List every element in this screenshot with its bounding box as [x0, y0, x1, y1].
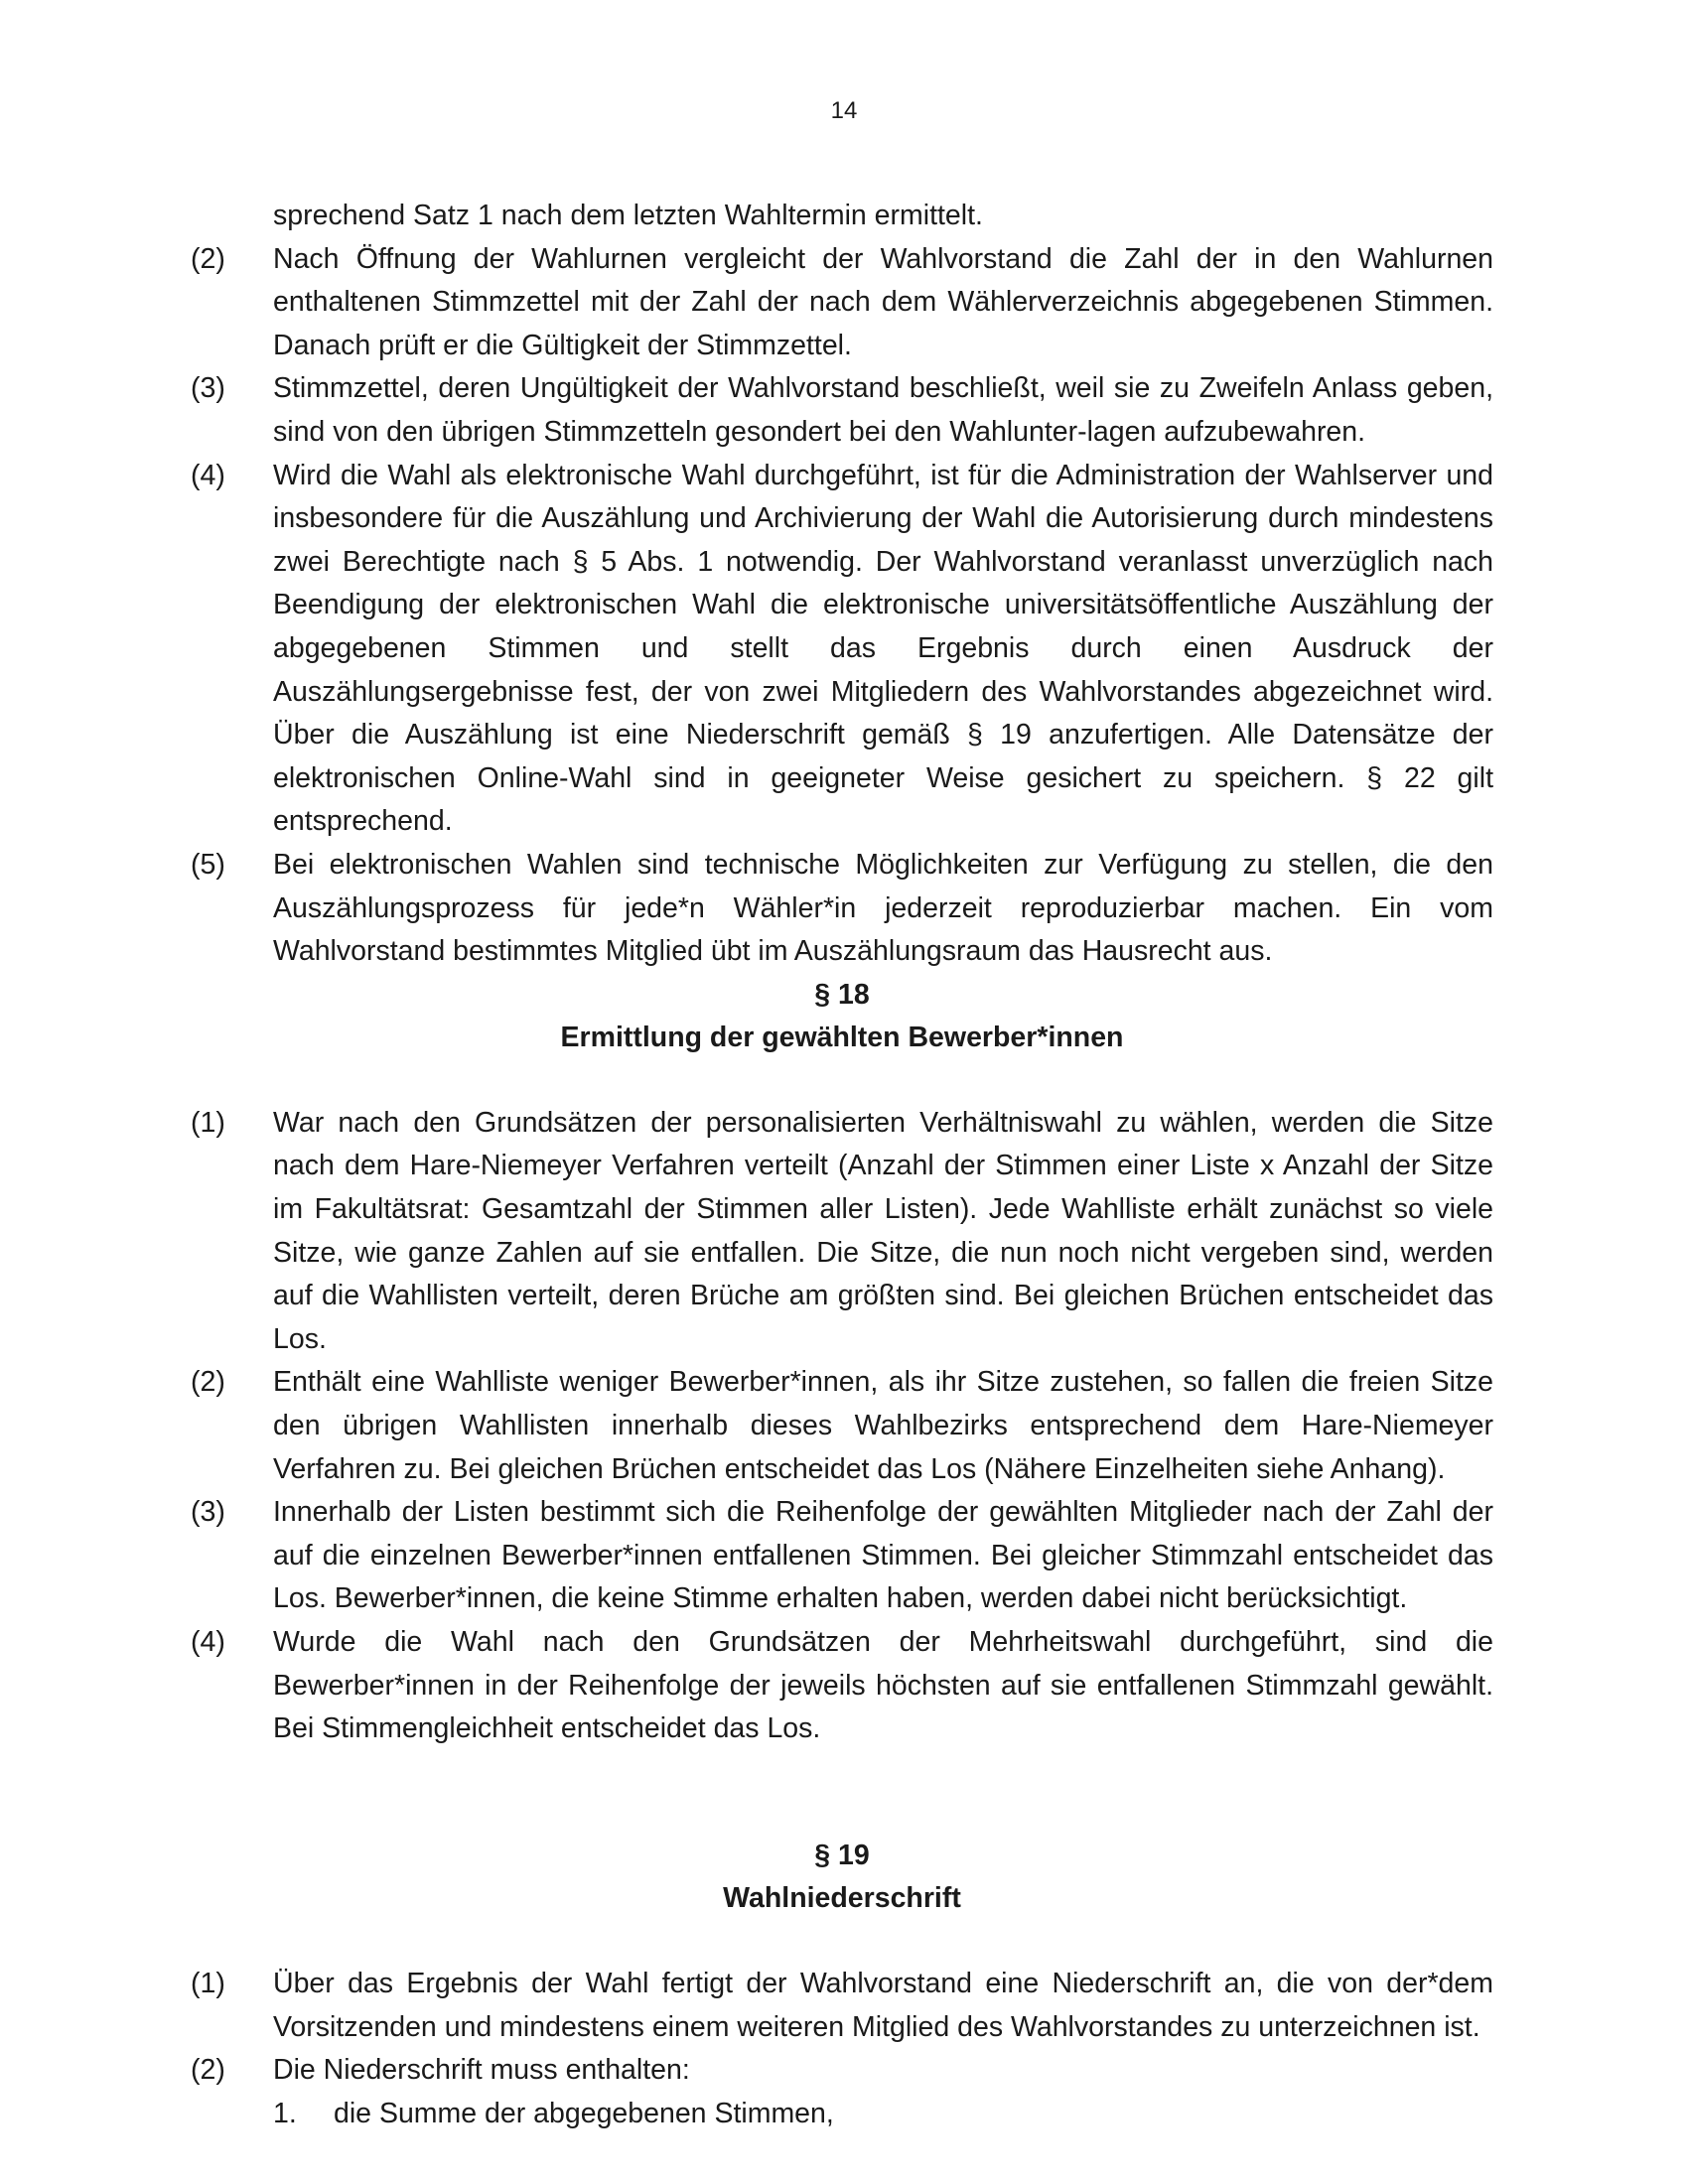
paragraph-text: Nach Öffnung der Wahlurnen vergleicht der Wahlvorstand die Zahl der in den Wahlurnen enthaltenen Stimmzettel mit der Zahl der nach dem Wählerverzeichnis abgegebenen Stimmen. Danach prüft er die Gültigkeit der Stimmzettel. [273, 242, 1493, 361]
paragraph-number: (2) [191, 1366, 225, 1399]
paragraph [191, 1102, 1493, 1362]
paragraph [191, 2049, 1493, 2093]
list-item [273, 2093, 1493, 2136]
continuation-line: sprechend Satz 1 nach dem letzten Wahltermin ermittelt. [273, 200, 983, 231]
enumerated-list [273, 2093, 1493, 2136]
list-item-number: 1. [273, 2097, 297, 2129]
paragraph-text: Wird die Wahl als elektronische Wahl durchgeführt, ist für die Administration der Wahlserver und insbesondere für die Auszählung und Archivierung der Wahl die Autorisierung durch mindestens zwei Berechtigte nach § 5 Abs. 1 notwendig. Der Wahlvorstand veranlasst unverzüglich nach Beendigung der elektronischen Wahl die elektronische universitätsöffentliche Auszählung der abgegebenen Stimmen und stellt das Ergebnis durch einen Ausdruck der Auszählungsergebnisse fest, der von zwei Mitgliedern des Wahlvorstandes abgezeichnet wird. Über die Auszählung ist eine Niederschrift gemäß § 19 anzufertigen. Alle Datensätze der elektronischen Online-Wahl sind in geeigneter Weise gesichert zu speichern. § 22 gilt entsprechend. [273, 459, 1493, 838]
paragraph [191, 1963, 1493, 2049]
section-number: § 19 [814, 1839, 870, 1871]
paragraph [191, 455, 1493, 844]
paragraph-number: (3) [191, 1496, 225, 1529]
paragraph-text: Die Niederschrift muss enthalten: [273, 2054, 690, 2087]
spacer [191, 1921, 1493, 1963]
paragraph-number: (2) [191, 242, 225, 275]
page-number: 14 [830, 97, 858, 124]
paragraph-number: (4) [191, 1626, 225, 1658]
page-content [191, 195, 1493, 2135]
paragraph-text: Wurde die Wahl nach den Grundsätzen der Mehrheitswahl durchgeführt, sind die Bewerber*innen in der Reihenfolge der jeweils höchsten auf sie entfallenen Stimmzahl gewählt. Bei Stimmengleichheit entscheidet das Los. [273, 1626, 1493, 1745]
list-item-text: die Summe der abgegebenen Stimmen, [334, 2097, 834, 2129]
paragraph-text: Bei elektronischen Wahlen sind technische Möglichkeiten zur Verfügung zu stellen, die den Auszählungsprozess für jede*n Wähler*in jederzeit reproduzierbar machen. Ein vom Wahlvorstand bestimmtes Mitglied übt im Auszählungsraum das Hausrecht aus. [273, 848, 1493, 968]
paragraph-text: War nach den Grundsätzen der personalisierten Verhältniswahl zu wählen, werden die Sitze nach dem Hare-Niemeyer Verfahren verteilt (Anzahl der Stimmen einer Liste x Anzahl der Sitze im Fakultätsrat: Gesamtzahl der Stimmen aller Listen). Jede Wahlliste erhält zunächst so viele Sitze, wie ganze Zahlen auf sie entfallen. Die Sitze, die nun noch nicht vergeben sind, werden auf die Wahllisten verteilt, deren Brüche am größten sind. Bei gleichen Brüchen entscheidet das Los. [273, 1106, 1493, 1355]
paragraph [191, 1621, 1493, 1751]
section-title: Wahlniederschrift [723, 1882, 961, 1915]
paragraph-number: (2) [191, 2054, 225, 2087]
paragraph-number: (1) [191, 1967, 225, 1999]
paragraph [191, 1491, 1493, 1621]
section-title: Ermittlung der gewählten Bewerber*innen [560, 1022, 1124, 1054]
paragraph-number: (1) [191, 1106, 225, 1139]
paragraph [191, 1361, 1493, 1491]
spacer [191, 1751, 1493, 1835]
paragraph [191, 238, 1493, 368]
paragraph-text: Über das Ergebnis der Wahl fertigt der Wahlvorstand eine Niederschrift an, die von der*dem Vorsitzenden und mindestens einem weiteren Mitglied des Wahlvorstandes zu unterzeichnen ist. [273, 1967, 1493, 2043]
paragraph-number: (3) [191, 372, 225, 405]
paragraph-text: Innerhalb der Listen bestimmt sich die Reihenfolge der gewählten Mitglieder nach der Zahl der auf die einzelnen Bewerber*innen entfallenen Stimmen. Bei gleicher Stimmzahl entscheidet das Los. Bewerber*innen, die keine Stimme erhalten haben, werden dabei nicht berücksichtigt. [273, 1496, 1493, 1615]
spacer [191, 1060, 1493, 1102]
paragraph-number: (5) [191, 848, 225, 881]
paragraph [191, 367, 1493, 454]
paragraph-text: Stimmzettel, deren Ungültigkeit der Wahlvorstand beschließt, weil sie zu Zweifeln Anlass geben, sind von den übrigen Stimmzetteln gesondert bei den Wahlunter-lagen aufzubewahren. [273, 372, 1493, 448]
paragraph-text: Enthält eine Wahlliste weniger Bewerber*innen, als ihr Sitze zustehen, so fallen die freien Sitze den übrigen Wahllisten innerhalb dieses Wahlbezirks entsprechend dem Hare-Niemeyer Verfahren zu. Bei gleichen Brüchen entscheidet das Los (Nähere Einzelheiten siehe Anhang). [273, 1366, 1493, 1485]
section-number: § 18 [814, 978, 870, 1011]
paragraph [191, 844, 1493, 974]
paragraph-number: (4) [191, 459, 225, 491]
